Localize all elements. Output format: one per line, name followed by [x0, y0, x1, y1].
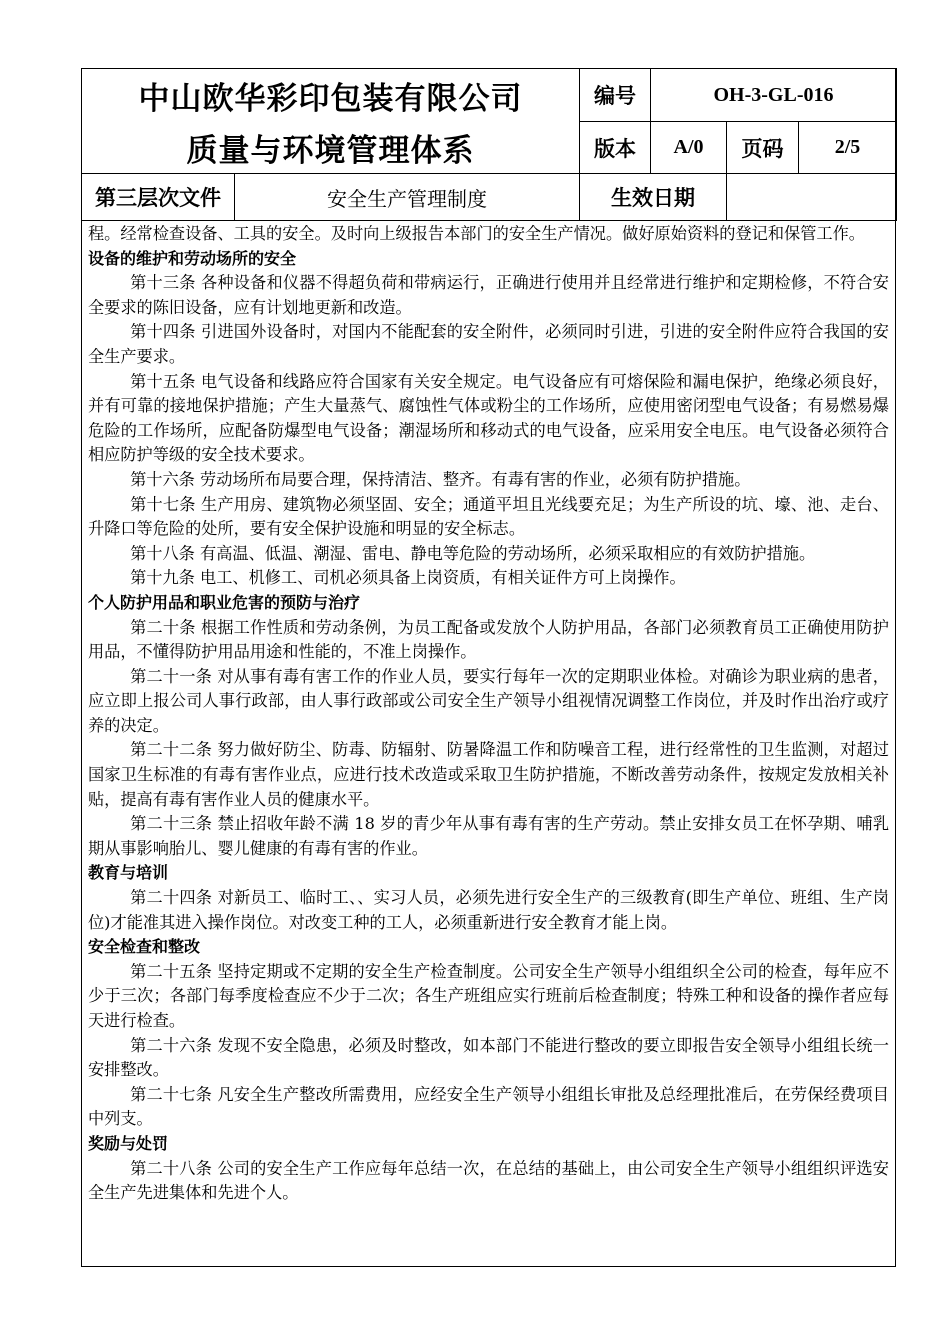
article-28: 第二十八条 公司的安全生产工作应每年总结一次，在总结的基础上，由公司安全生产领导小组组织评选安全生产先进集体和先进个人。	[88, 1158, 889, 1203]
article-25: 第二十五条 坚持定期或不定期的安全生产检查制度。公司安全生产领导小组组织全公司的检查，每年应不少于三次；各部门每季度检查应不少于二次；各生产班组应实行班前后检查制度；特殊工种和设备的操作者应每天进行检查。	[88, 961, 889, 1030]
article-17: 第十七条 生产用房、建筑物必须坚固、安全；通道平坦且光线要充足；为生产所设的坑、壕、池、走台、升降口等危险的处所，要有安全保护设施和明显的安全标志。	[88, 494, 889, 539]
company-name: 中山欧华彩印包装有限公司	[82, 69, 580, 122]
article-16: 第十六条 劳动场所布局要合理，保持清洁、整齐。有毒有害的作业，必须有防护措施。	[130, 469, 751, 489]
article-14: 第十四条 引进国外设备时，对国内不能配套的安全附件，必须同时引进，引进的安全附件应符合我国的安全生产要求。	[88, 322, 889, 366]
article-15: 第十五条 电气设备和线路应符合国家有关安全规定。电气设备应有可熔保险和漏电保护，绝缘必须良好，并有可靠的接地保护措施；产生大量蒸气、腐蚀性气体或粉尘的工作场所，应使用密闭型电气设备；有易燃易爆危险的工作场所，应配备防爆型电气设备；潮湿场所和移动式的电气设备，应采用安全电压。电气设备必须符合相应防护等级的安全技术要求。	[88, 371, 889, 465]
section-heading-equipment: 设备的维护和劳动场所的安全	[88, 248, 297, 268]
management-system-title: 质量与环境管理体系	[82, 122, 580, 174]
document-header-table	[81, 68, 897, 221]
section-heading-inspection: 安全检查和整改	[88, 937, 201, 957]
article-13: 第十三条 各种设备和仪器不得超负荷和带病运行，正确进行使用并且经常进行维护和定期检修，不符合安全要求的陈旧设备，应有计划地更新和改造。	[88, 273, 889, 317]
page-label: 页码	[727, 122, 799, 174]
article-19: 第十九条 电工、机修工、司机必须具备上岗资质，有相关证件方可上岗操作。	[130, 568, 686, 588]
effective-date-value	[727, 174, 897, 221]
section-heading-training: 教育与培训	[88, 863, 169, 883]
document-body	[88, 222, 889, 1206]
article-20: 第二十条 根据工作性质和劳动条例，为员工配备或发放个人防护用品，各部门必须教育员工正确使用防护用品，不懂得防护用品用途和性能的，不准上岗操作。	[88, 617, 889, 662]
article-22: 第二十二条 努力做好防尘、防毒、防辐射、防暑降温工作和防噪音工程，进行经常性的卫生监测，对超过国家卫生标准的有毒有害作业点，应进行技术改造或采取卫生防护措施，不断改善劳动条件，按规定发放相关补贴，提高有毒有害作业人员的健康水平。	[88, 740, 889, 809]
paragraph-continued: 程。经常检查设备、工具的安全。及时向上级报告本部门的安全生产情况。做好原始资料的登记和保管工作。	[88, 224, 865, 243]
code-label: 编号	[580, 69, 651, 122]
article-23: 第二十三条 禁止招收年龄不满 18 岁的青少年从事有毒有害的生产劳动。禁止安排女员工在怀孕期、哺乳期从事影响胎儿、婴儿健康的有毒有害的作业。	[88, 814, 889, 858]
article-27: 第二十七条 凡安全生产整改所需费用，应经安全生产领导小组组长审批及总经理批准后，在劳保经费项目中列支。	[88, 1084, 889, 1129]
section-heading-protection: 个人防护用品和职业危害的预防与治疗	[88, 592, 361, 612]
page-value: 2/5	[799, 122, 897, 174]
article-18: 第十八条 有高温、低温、潮湿、雷电、静电等危险的劳动场所，必须采取相应的有效防护措施。	[130, 543, 816, 563]
version-label: 版本	[580, 122, 651, 174]
effective-date-label: 生效日期	[580, 174, 727, 221]
document-title: 安全生产管理制度	[235, 174, 580, 221]
code-value: OH-3-GL-016	[651, 69, 897, 122]
article-21: 第二十一条 对从事有毒有害工作的作业人员，要实行每年一次的定期职业体检。对确诊为职业病的患者，应立即上报公司人事行政部，由人事行政部或公司安全生产领导小组视情况调整工作岗位，并及时作出治疗或疗养的决定。	[88, 666, 889, 735]
section-heading-rewards: 奖励与处罚	[88, 1133, 169, 1153]
document-level: 第三层次文件	[82, 174, 235, 221]
version-value: A/0	[651, 122, 727, 174]
article-26: 第二十六条 发现不安全隐患，必须及时整改，如本部门不能进行整改的要立即报告安全领导小组组长统一安排整改。	[88, 1035, 889, 1080]
article-24: 第二十四条 对新员工、临时工、、实习人员，必须先进行安全生产的三级教育(即生产单位、班组、生产岗位)才能准其进入操作岗位。对改变工种的工人，必须重新进行安全教育才能上岗。	[88, 888, 889, 932]
